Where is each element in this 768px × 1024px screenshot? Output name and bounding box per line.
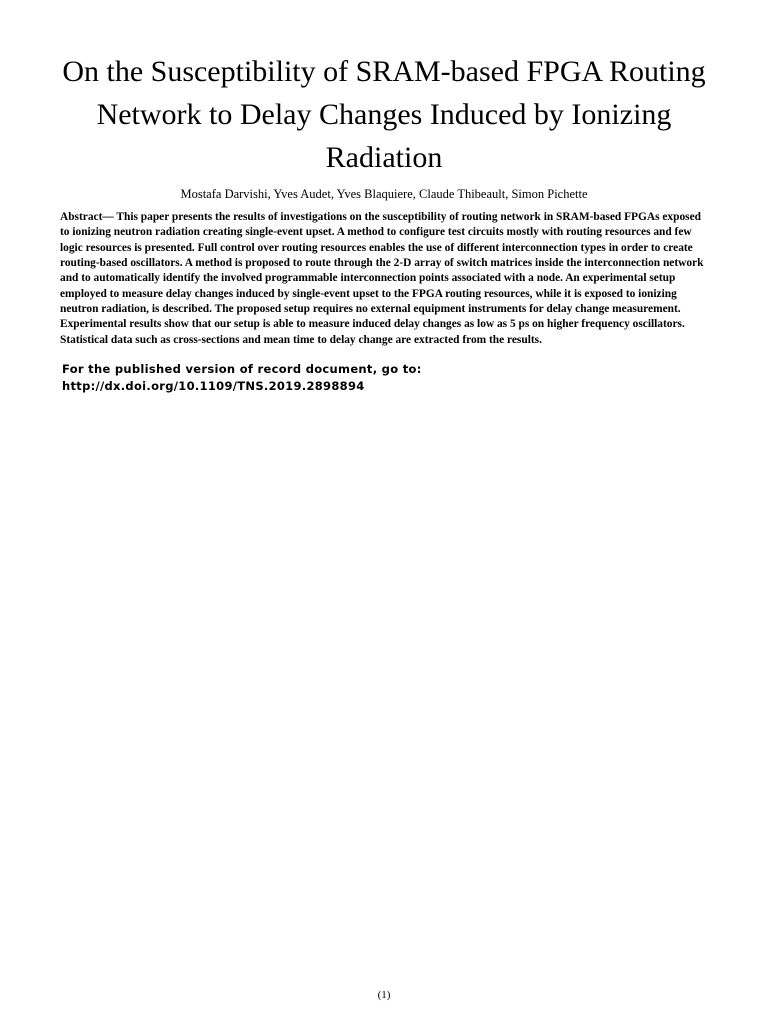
doi-link[interactable]: http://dx.doi.org/10.1109/TNS.2019.2898894 [62, 379, 365, 393]
paper-title: On the Susceptibility of SRAM-based FPGA Routing Network to Delay Changes Induced by Ionizing Radiation [62, 55, 706, 174]
page-number: (1) [377, 989, 391, 1001]
published-version-label: For the published version of record document, go to: [62, 362, 422, 376]
published-version-note [62, 361, 562, 395]
author-list: Mostafa Darvishi, Yves Audet, Yves Blaquiere, Claude Thibeault, Simon Pichette [180, 187, 588, 201]
abstract-text: Abstract— This paper presents the results of investigations on the susceptibility of routing network in SRAM-based FPGAs exposed to ionizing neutron radiation creating single-event upset. A method to configure test circuits mostly with routing resources and few logic resources is presented. Full control over routing resources enables the use of different interconnection types in order to create routing-based oscillators. A method is proposed to route through the 2-D array of switch matrices inside the interconnection network and to automatically identify the involved programmable interconnection points associated with a node. An experimental setup employed to measure delay changes induced by single-event upset to the FPGA routing resources, while it is exposed to ionizing neutron radiation, is described. The proposed setup requires no external equipment instruments for delay change measurement. Experimental results show that our setup is able to measure induced delay changes as low as 5 ps on higher frequency oscillators. Statistical data such as cross-sections and mean time to delay change are extracted from the results. [60, 211, 704, 346]
